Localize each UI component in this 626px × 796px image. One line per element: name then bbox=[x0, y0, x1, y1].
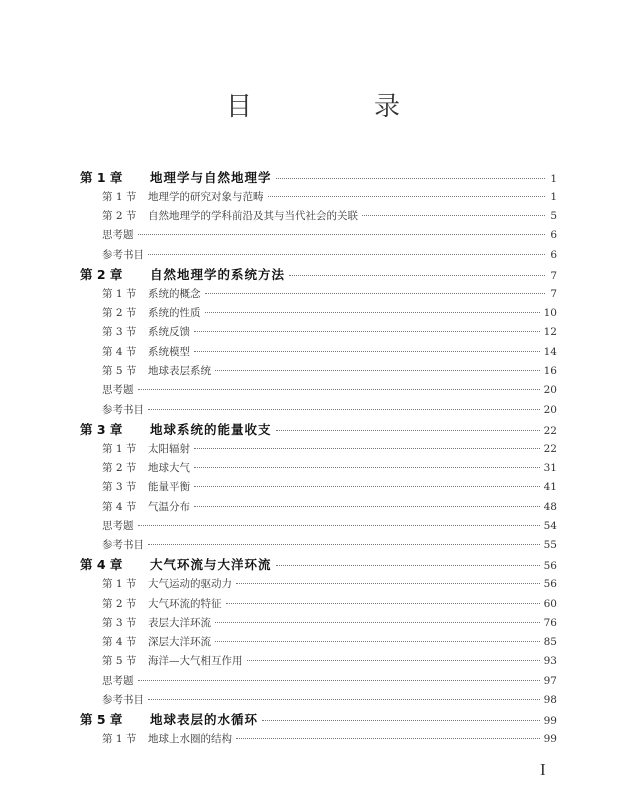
dot-leader bbox=[268, 196, 546, 197]
section-title: 大气运动的驱动力 bbox=[148, 578, 232, 591]
dot-leader bbox=[236, 583, 540, 584]
section-page: 54 bbox=[543, 519, 557, 532]
toc-section-row bbox=[80, 304, 557, 323]
dot-leader bbox=[215, 370, 540, 371]
dot-leader bbox=[215, 641, 540, 642]
section-number: 第 1 节 bbox=[102, 190, 137, 203]
section-page: 76 bbox=[543, 616, 557, 629]
toc-section-row bbox=[80, 343, 557, 362]
section-number: 第 1 节 bbox=[102, 287, 137, 300]
dot-leader bbox=[247, 660, 540, 661]
section-number: 第 4 节 bbox=[102, 345, 137, 358]
section-title: 地理学的研究对象与范畴 bbox=[148, 190, 264, 203]
toc-section-row bbox=[80, 440, 557, 459]
page-number: I bbox=[540, 760, 546, 779]
section-page: 16 bbox=[543, 364, 557, 377]
misc-title: 思考题 bbox=[102, 674, 134, 687]
chapter-number: 第 3 章 bbox=[80, 421, 123, 437]
dot-leader bbox=[138, 525, 540, 526]
section-page: 99 bbox=[543, 733, 557, 746]
chapter-title: 大气环流与大洋环流 bbox=[150, 557, 272, 573]
toc-misc-row bbox=[80, 517, 557, 536]
dot-leader bbox=[194, 351, 540, 352]
section-page: 97 bbox=[543, 674, 557, 687]
chapter-page: 99 bbox=[543, 715, 557, 728]
dot-leader bbox=[138, 389, 540, 390]
section-page: 20 bbox=[543, 403, 557, 416]
section-title: 系统的性质 bbox=[148, 307, 201, 320]
section-number: 第 3 节 bbox=[102, 481, 137, 494]
chapter-page: 7 bbox=[550, 269, 557, 282]
section-number: 第 3 节 bbox=[102, 326, 137, 339]
dot-leader bbox=[289, 275, 545, 276]
section-title: 深层大洋环流 bbox=[148, 636, 211, 649]
section-title: 地球大气 bbox=[148, 461, 190, 474]
dot-leader bbox=[362, 215, 545, 216]
toc-section-row bbox=[80, 323, 557, 342]
dot-leader bbox=[138, 680, 540, 681]
dot-leader bbox=[148, 409, 540, 410]
toc-chapter-row bbox=[80, 265, 557, 285]
section-title: 气温分布 bbox=[148, 500, 190, 513]
section-number: 第 4 节 bbox=[102, 636, 137, 649]
toc-section-row bbox=[80, 730, 557, 749]
dot-leader bbox=[205, 312, 540, 313]
toc-section-row bbox=[80, 652, 557, 671]
section-page: 85 bbox=[543, 636, 557, 649]
toc-misc-row bbox=[80, 246, 557, 265]
section-title: 系统反馈 bbox=[148, 326, 190, 339]
section-page: 20 bbox=[543, 384, 557, 397]
dot-leader bbox=[194, 448, 540, 449]
section-page: 10 bbox=[543, 307, 557, 320]
section-title: 海洋—大气相互作用 bbox=[148, 655, 243, 668]
chapter-title: 地球表层的水循环 bbox=[150, 712, 259, 728]
dot-leader bbox=[226, 603, 540, 604]
dot-leader bbox=[194, 331, 540, 332]
dot-leader bbox=[205, 293, 546, 294]
toc-misc-row bbox=[80, 381, 557, 400]
toc-misc-row bbox=[80, 691, 557, 710]
dot-leader bbox=[236, 738, 540, 739]
toc-section-row bbox=[80, 207, 557, 226]
dot-leader bbox=[148, 699, 540, 700]
toc-section-row bbox=[80, 362, 557, 381]
toc-section-row bbox=[80, 459, 557, 478]
toc-section-row bbox=[80, 188, 557, 207]
chapter-title: 自然地理学的系统方法 bbox=[150, 266, 286, 282]
toc-chapter-row bbox=[80, 420, 557, 440]
table-of-contents bbox=[80, 168, 557, 749]
dot-leader bbox=[276, 430, 540, 431]
section-title: 地球表层系统 bbox=[148, 364, 211, 377]
misc-title: 参考书目 bbox=[102, 539, 144, 552]
chapter-title: 地球系统的能量收支 bbox=[150, 421, 272, 437]
section-number: 第 1 节 bbox=[102, 442, 137, 455]
toc-section-row bbox=[80, 285, 557, 304]
chapter-number: 第 1 章 bbox=[80, 170, 123, 185]
chapter-page: 1 bbox=[550, 173, 557, 185]
section-number: 第 5 节 bbox=[102, 655, 137, 668]
chapter-number: 第 5 章 bbox=[80, 712, 123, 728]
toc-chapter-row bbox=[80, 710, 557, 730]
misc-title: 思考题 bbox=[102, 229, 134, 242]
section-page: 60 bbox=[543, 597, 557, 610]
section-page: 22 bbox=[543, 442, 557, 455]
toc-misc-row bbox=[80, 401, 557, 420]
section-page: 12 bbox=[543, 326, 557, 339]
misc-title: 参考书目 bbox=[102, 248, 144, 261]
section-number: 第 1 节 bbox=[102, 578, 137, 591]
dot-leader bbox=[194, 467, 540, 468]
chapter-page: 22 bbox=[543, 424, 557, 437]
section-number: 第 5 节 bbox=[102, 364, 137, 377]
section-number: 第 2 节 bbox=[102, 461, 137, 474]
section-title: 系统的概念 bbox=[148, 287, 201, 300]
section-page: 93 bbox=[543, 655, 557, 668]
section-number: 第 2 节 bbox=[102, 307, 137, 320]
dot-leader bbox=[138, 234, 546, 235]
section-page: 1 bbox=[550, 190, 557, 203]
section-page: 31 bbox=[543, 461, 557, 474]
section-title: 表层大洋环流 bbox=[148, 616, 211, 629]
dot-leader bbox=[276, 565, 540, 566]
toc-section-row bbox=[80, 498, 557, 517]
toc-misc-row bbox=[80, 536, 557, 555]
misc-title: 思考题 bbox=[102, 384, 134, 397]
dot-leader bbox=[215, 622, 540, 623]
dot-leader bbox=[276, 178, 545, 179]
section-title: 能量平衡 bbox=[148, 481, 190, 494]
misc-title: 参考书目 bbox=[102, 403, 144, 416]
dot-leader bbox=[148, 544, 540, 545]
toc-section-row bbox=[80, 614, 557, 633]
dot-leader bbox=[194, 486, 540, 487]
toc-chapter-row bbox=[80, 555, 557, 575]
section-page: 56 bbox=[543, 578, 557, 591]
dot-leader bbox=[148, 254, 545, 255]
section-page: 7 bbox=[550, 287, 557, 300]
toc-section-row bbox=[80, 633, 557, 652]
section-number: 第 1 节 bbox=[102, 733, 137, 746]
toc-chapter-row bbox=[80, 168, 557, 188]
chapter-page: 56 bbox=[543, 560, 557, 573]
dot-leader bbox=[262, 720, 540, 721]
section-title: 大气环流的特征 bbox=[148, 597, 222, 610]
section-number: 第 3 节 bbox=[102, 616, 137, 629]
section-page: 41 bbox=[543, 481, 557, 494]
section-page: 48 bbox=[543, 500, 557, 513]
page-title: 目 录 bbox=[225, 92, 448, 122]
toc-misc-row bbox=[80, 672, 557, 691]
section-page: 55 bbox=[543, 539, 557, 552]
section-page: 98 bbox=[543, 694, 557, 707]
section-number: 第 4 节 bbox=[102, 500, 137, 513]
misc-title: 思考题 bbox=[102, 519, 134, 532]
misc-title: 参考书目 bbox=[102, 694, 144, 707]
section-title: 地球上水圈的结构 bbox=[148, 733, 232, 746]
chapter-title: 地理学与自然地理学 bbox=[150, 170, 272, 185]
section-page: 6 bbox=[550, 229, 557, 242]
chapter-number: 第 4 章 bbox=[80, 557, 123, 573]
section-number: 第 2 节 bbox=[102, 210, 137, 223]
chapter-number: 第 2 章 bbox=[80, 266, 123, 282]
toc-section-row bbox=[80, 595, 557, 614]
toc-misc-row bbox=[80, 226, 557, 245]
section-page: 5 bbox=[550, 210, 557, 223]
dot-leader bbox=[194, 506, 540, 507]
section-page: 14 bbox=[543, 345, 557, 358]
section-title: 太阳辐射 bbox=[148, 442, 190, 455]
section-number: 第 2 节 bbox=[102, 597, 137, 610]
section-page: 6 bbox=[550, 248, 557, 261]
toc-section-row bbox=[80, 478, 557, 497]
section-title: 系统模型 bbox=[148, 345, 190, 358]
section-title: 自然地理学的学科前沿及其与当代社会的关联 bbox=[148, 210, 358, 223]
toc-section-row bbox=[80, 575, 557, 594]
